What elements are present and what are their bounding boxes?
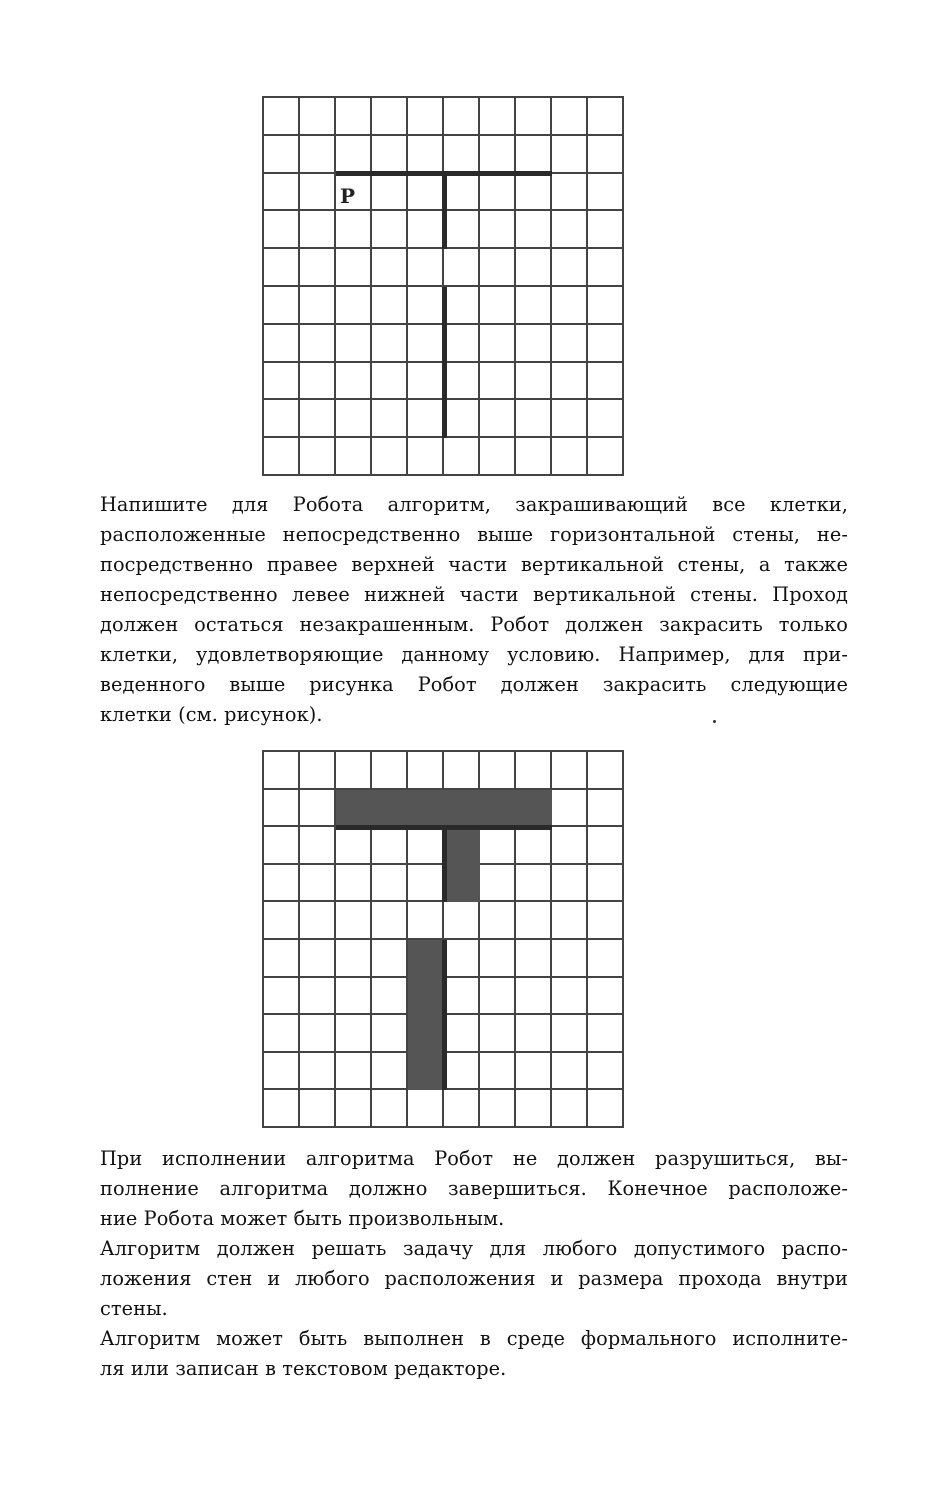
grid-cell [552, 1090, 588, 1128]
grid-cell [480, 249, 516, 287]
grid-cell [516, 287, 552, 325]
grid-cell [516, 363, 552, 401]
grid-cell [480, 136, 516, 174]
grid-cell [552, 1053, 588, 1091]
grid-cell [336, 136, 372, 174]
grid-cell [516, 325, 552, 363]
grid-cell [264, 363, 300, 401]
painted-cell [408, 978, 444, 1016]
text-line: стены. [100, 1297, 168, 1320]
grid-cell [516, 978, 552, 1016]
grid-cell [300, 438, 336, 476]
grid-cell [480, 978, 516, 1016]
text-line: При исполнении алгоритма Робот не должен разрушиться, вы- [100, 1147, 848, 1170]
grid-cell [372, 827, 408, 865]
grid-cell [336, 325, 372, 363]
grid-cell [336, 865, 372, 903]
grid-cell [336, 940, 372, 978]
vertical-wall [442, 287, 447, 438]
grid-cell [372, 1090, 408, 1128]
grid-cell [480, 940, 516, 978]
grid-cell [516, 827, 552, 865]
grid-cell [480, 865, 516, 903]
grid-cell [552, 752, 588, 790]
grid-cell [336, 1090, 372, 1128]
painted-cell [444, 790, 480, 828]
grid-cell [264, 400, 300, 438]
grid-cell [552, 1015, 588, 1053]
grid-cell [264, 1015, 300, 1053]
grid-cell [300, 249, 336, 287]
robot-grid-solution [262, 750, 624, 1128]
text-line: ложения стен и любого расположения и размера прохода внутри [100, 1267, 848, 1290]
text-line: непосредственно левее нижней части вертикальной стены. Проход [100, 583, 848, 606]
grid-cell [588, 325, 624, 363]
grid-cell [552, 136, 588, 174]
grid-cell [264, 1090, 300, 1128]
grid-cell [480, 1015, 516, 1053]
generality-paragraph [100, 1234, 848, 1324]
grid-cell [300, 98, 336, 136]
grid-cell [264, 978, 300, 1016]
grid-cell [372, 249, 408, 287]
grid-cell [264, 174, 300, 212]
grid-cell [336, 363, 372, 401]
grid-cell [372, 438, 408, 476]
grid-cell [480, 438, 516, 476]
grid-cell [588, 865, 624, 903]
painted-cell [516, 790, 552, 828]
grid-cell [588, 1053, 624, 1091]
grid-cell [516, 211, 552, 249]
grid-cell [372, 978, 408, 1016]
grid-cell [588, 978, 624, 1016]
grid-cell [372, 1053, 408, 1091]
grid-cell [408, 136, 444, 174]
painted-cell [408, 1053, 444, 1091]
grid-cell [336, 400, 372, 438]
grid-cell [300, 1053, 336, 1091]
grid-cell [444, 438, 480, 476]
painted-cell [408, 940, 444, 978]
grid-cell [516, 136, 552, 174]
painted-cell [336, 790, 372, 828]
grid-cell [516, 902, 552, 940]
painted-cell [444, 865, 480, 903]
grid-cell [552, 438, 588, 476]
grid-cell [300, 136, 336, 174]
grid-cell [264, 287, 300, 325]
grid-cell [516, 865, 552, 903]
grid-cell [516, 98, 552, 136]
grid-cell [552, 287, 588, 325]
grid-cell [264, 1053, 300, 1091]
grid-cell [552, 249, 588, 287]
grid-cell [300, 940, 336, 978]
grid-cell [408, 438, 444, 476]
grid-cell [300, 325, 336, 363]
grid-cell [336, 98, 372, 136]
vertical-wall [442, 940, 447, 1090]
grid-cell [300, 287, 336, 325]
text-line: должен остаться незакрашенным. Робот должен закрасить только [100, 613, 848, 636]
grid-cell [552, 865, 588, 903]
grid-cell [336, 827, 372, 865]
grid-cell [444, 211, 480, 249]
grid-cell [588, 1015, 624, 1053]
grid-cell [408, 400, 444, 438]
painted-cell [408, 1015, 444, 1053]
vertical-wall [442, 827, 447, 902]
painted-cell [444, 827, 480, 865]
grid-cell [300, 752, 336, 790]
grid-cell [444, 940, 480, 978]
grid-cell [264, 438, 300, 476]
grid-cell [480, 363, 516, 401]
grid-cell [408, 98, 444, 136]
grid-cell [444, 1053, 480, 1091]
grid-cell [264, 902, 300, 940]
grid-cell [552, 827, 588, 865]
grid-cell [372, 136, 408, 174]
grid-cell [444, 98, 480, 136]
grid-cell [300, 978, 336, 1016]
constraints-paragraph [100, 1144, 848, 1234]
painted-cell [408, 790, 444, 828]
grid-cell [480, 902, 516, 940]
grid-cell [264, 865, 300, 903]
grid-cell [588, 363, 624, 401]
grid-cell [336, 902, 372, 940]
grid-cell [336, 1015, 372, 1053]
grid-cell [336, 211, 372, 249]
grid-cell [408, 249, 444, 287]
text-line: Напишите для Робота алгоритм, закрашивающий все клетки, [100, 493, 848, 516]
grid-cell [444, 249, 480, 287]
grid-cell [480, 174, 516, 212]
grid-cell [516, 1015, 552, 1053]
text-line: веденного выше рисунка Робот должен закрасить следующие [100, 673, 848, 696]
grid-cell [372, 940, 408, 978]
grid-cell [588, 211, 624, 249]
grid-cell [444, 978, 480, 1016]
grid-cell [480, 287, 516, 325]
grid-cell [444, 1015, 480, 1053]
grid-cell [372, 363, 408, 401]
grid-cell [444, 752, 480, 790]
grid-cell [588, 249, 624, 287]
grid-cell [588, 752, 624, 790]
robot-marker: P [340, 183, 356, 208]
painted-cell [372, 790, 408, 828]
grid-cell [552, 978, 588, 1016]
grid-cell [300, 400, 336, 438]
grid-cell [336, 287, 372, 325]
grid-cell [588, 174, 624, 212]
grid-cell [480, 98, 516, 136]
grid-cell [444, 325, 480, 363]
grid-cell [372, 865, 408, 903]
grid-cell [408, 752, 444, 790]
grid-cell [480, 1053, 516, 1091]
grid-cell [264, 827, 300, 865]
grid-cell [480, 1090, 516, 1128]
grid-cell [336, 438, 372, 476]
grid-cell [588, 790, 624, 828]
grid-cell [552, 902, 588, 940]
grid-cell [372, 174, 408, 212]
grid-cell [552, 325, 588, 363]
grid-cell [516, 174, 552, 212]
grid-cell [264, 940, 300, 978]
grid-cell [552, 98, 588, 136]
grid-cell [264, 325, 300, 363]
grid-cell [372, 287, 408, 325]
grid-cell [588, 98, 624, 136]
grid-cell [264, 98, 300, 136]
grid-cell [264, 211, 300, 249]
grid-cell [372, 752, 408, 790]
grid-cell [588, 940, 624, 978]
grid-cell [408, 325, 444, 363]
grid-cell [552, 940, 588, 978]
grid-cell [480, 827, 516, 865]
grid-cell [372, 325, 408, 363]
grid-cell [300, 1015, 336, 1053]
grid-cell [516, 438, 552, 476]
grid-cell [264, 249, 300, 287]
grid-cell [444, 902, 480, 940]
grid-cell [444, 136, 480, 174]
grid-cell [516, 249, 552, 287]
grid-cell [588, 287, 624, 325]
grid-cell [300, 211, 336, 249]
grid-cell [300, 1090, 336, 1128]
grid-cell [480, 211, 516, 249]
grid-cell [264, 136, 300, 174]
grid-cell [408, 902, 444, 940]
grid-cell [552, 174, 588, 212]
grid-cell [300, 790, 336, 828]
grid-cell [588, 827, 624, 865]
grid-cell [336, 1053, 372, 1091]
grid-cell [552, 790, 588, 828]
text-line: ля или записан в текстовом редакторе. [100, 1357, 507, 1380]
grid-cell [408, 287, 444, 325]
grid-cell [300, 363, 336, 401]
grid-cell [408, 827, 444, 865]
text-line: ние Робота может быть произвольным. [100, 1207, 505, 1230]
vertical-wall [442, 174, 447, 250]
grid-cell [588, 136, 624, 174]
grid-cell [336, 249, 372, 287]
grid-cell [300, 827, 336, 865]
grid-cell [552, 211, 588, 249]
painted-cell [480, 790, 516, 828]
grid-cell [264, 752, 300, 790]
grid-cell [480, 400, 516, 438]
grid-cell [444, 363, 480, 401]
grid-cell [372, 902, 408, 940]
text-line: посредственно правее верхней части вертикальной стены, а также [100, 553, 848, 576]
grid-cell [444, 287, 480, 325]
grid-cell [588, 902, 624, 940]
grid-cell [336, 752, 372, 790]
grid-cell [300, 174, 336, 212]
grid-cell [372, 98, 408, 136]
grid-cell [516, 400, 552, 438]
grid-cell [408, 174, 444, 212]
grid-cell [408, 1090, 444, 1128]
grid-cell [444, 1090, 480, 1128]
grid-cell [588, 438, 624, 476]
grid-cell [264, 790, 300, 828]
robot-grid-initial [262, 96, 624, 476]
grid-cell [408, 211, 444, 249]
text-line: расположенные непосредственно выше горизонтальной стены, не- [100, 523, 848, 546]
grid-cell [408, 363, 444, 401]
grid-cell [372, 400, 408, 438]
grid-cell [552, 363, 588, 401]
grid-cell [372, 211, 408, 249]
grid-cell [516, 940, 552, 978]
grid-cell [480, 325, 516, 363]
grid-cell [444, 174, 480, 212]
text-line: клетки (см. рисунок). [100, 703, 323, 726]
grid-cell [300, 902, 336, 940]
grid-cell [516, 752, 552, 790]
task-paragraph [100, 490, 848, 730]
text-line: клетки, удовлетворяющие данному условию. Например, для при- [100, 643, 848, 666]
grid-cell [516, 1090, 552, 1128]
grid-cell [516, 1053, 552, 1091]
grid-cell [408, 865, 444, 903]
grid-cell [300, 865, 336, 903]
stray-dot [713, 720, 716, 723]
grid-cell [444, 400, 480, 438]
text-line: Алгоритм может быть выполнен в среде формального исполните- [100, 1327, 848, 1350]
grid-cell [588, 400, 624, 438]
text-line: полнение алгоритма должно завершиться. Конечное расположе- [100, 1177, 848, 1200]
text-line: Алгоритм должен решать задачу для любого допустимого распо- [100, 1237, 848, 1260]
environment-paragraph [100, 1324, 848, 1384]
grid-cell [480, 752, 516, 790]
grid-cell [552, 400, 588, 438]
grid-cell [588, 1090, 624, 1128]
grid-cell [336, 978, 372, 1016]
grid-cell [372, 1015, 408, 1053]
